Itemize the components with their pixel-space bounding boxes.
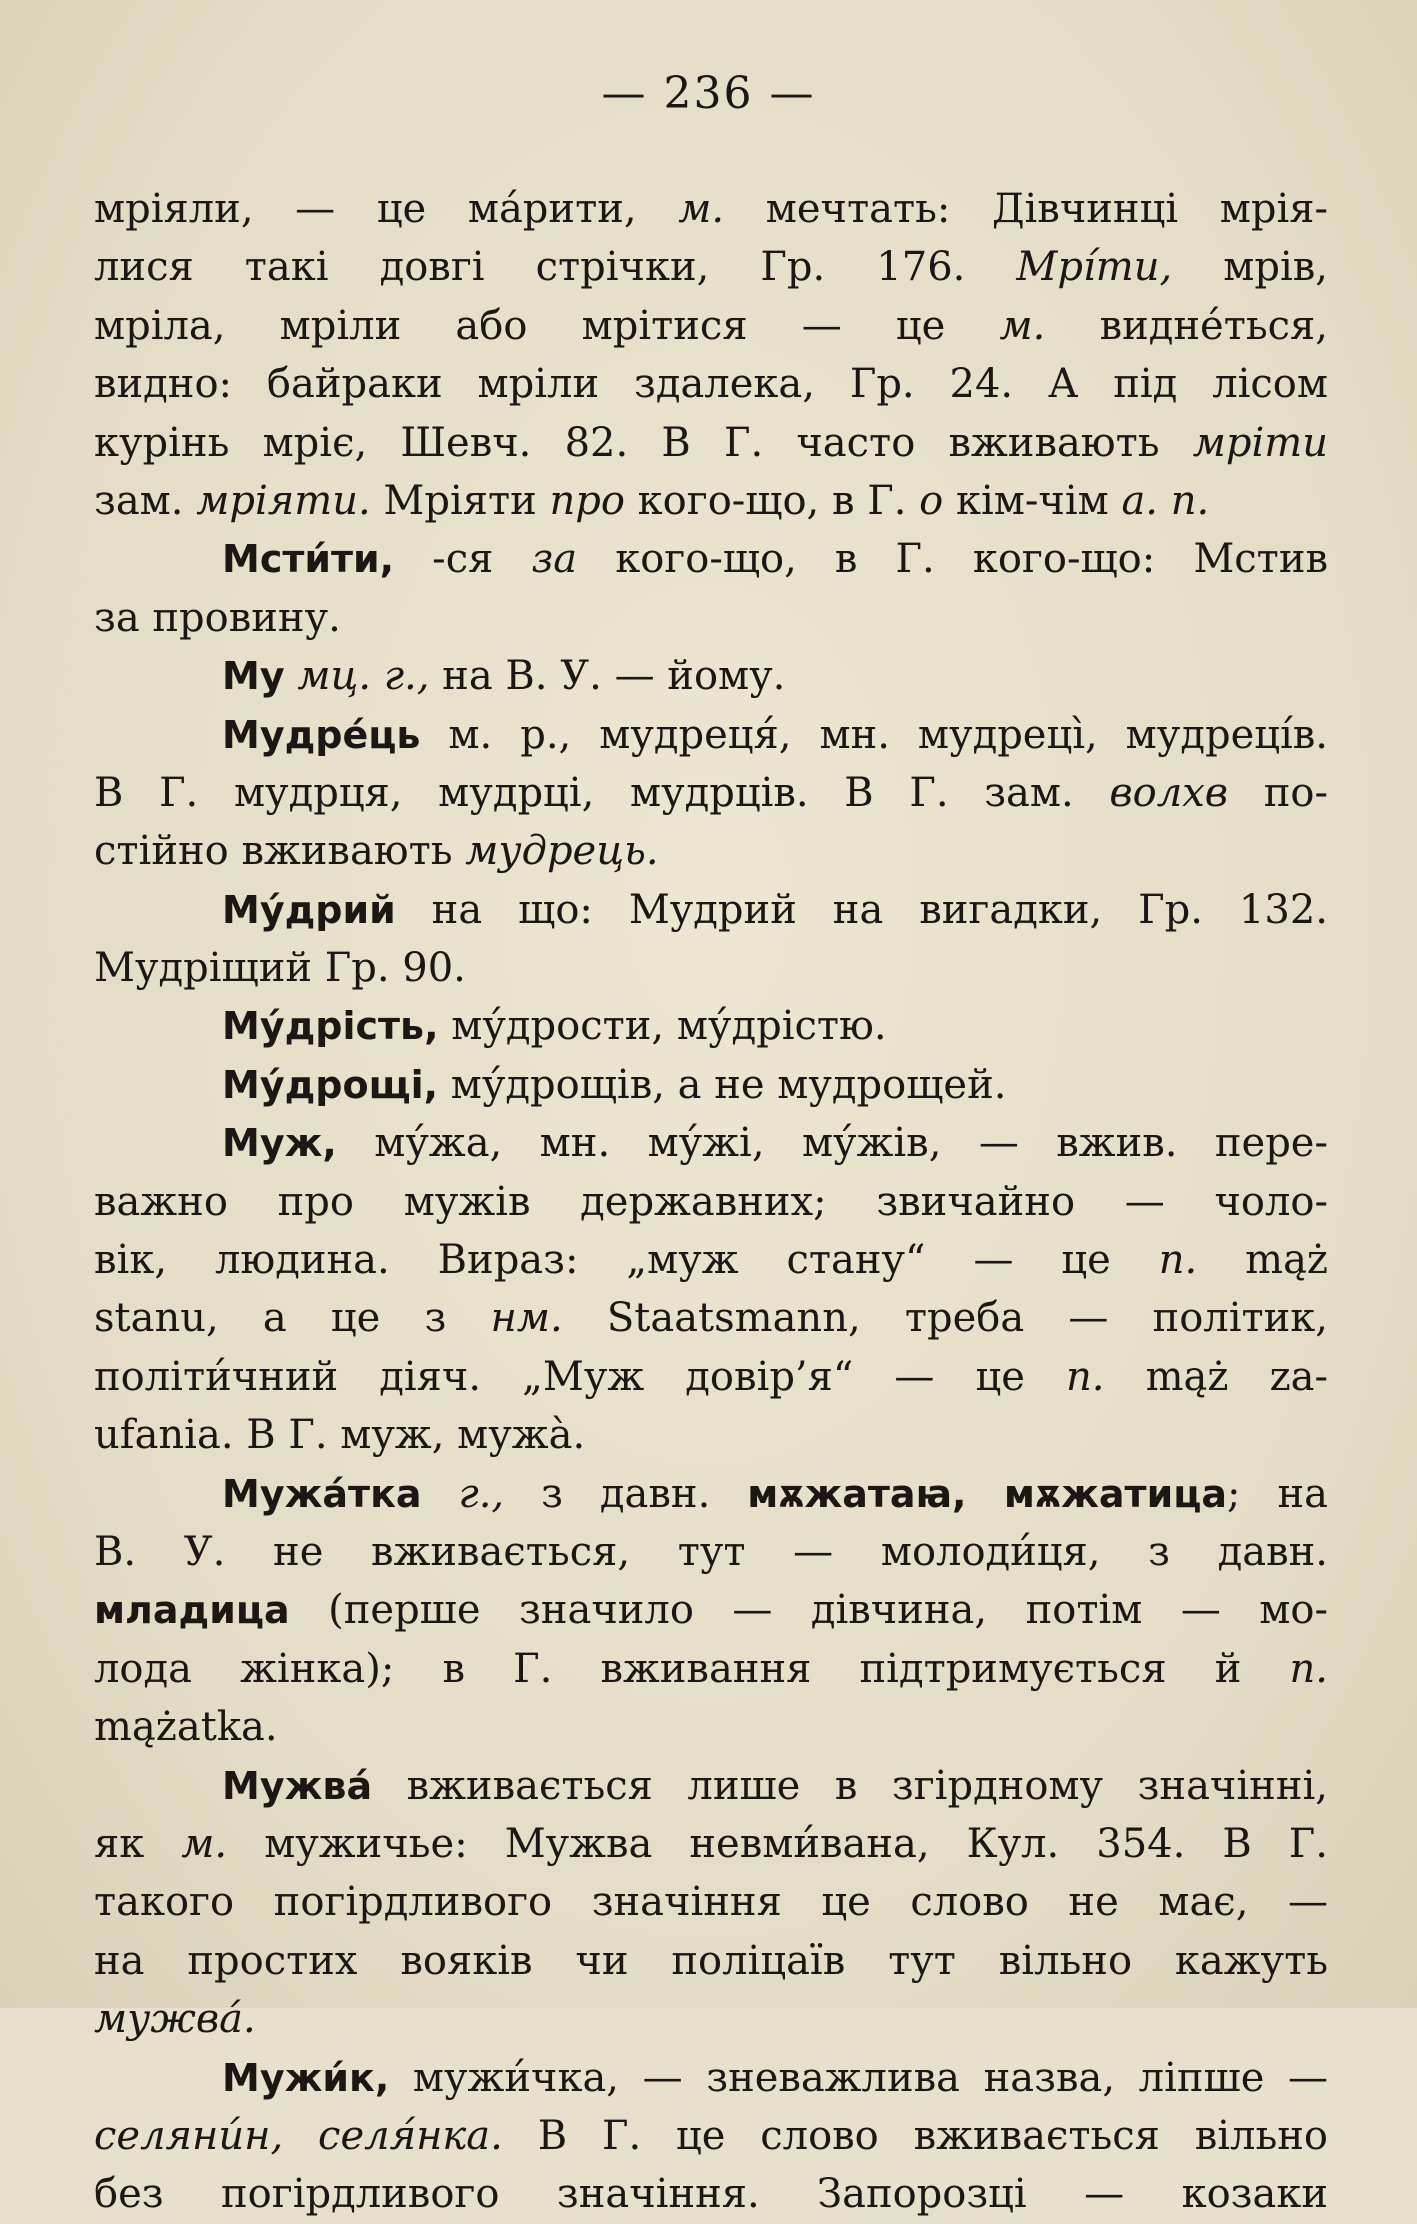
headword: Муж,: [222, 1121, 337, 1166]
text-run: лода жінка); в Г. вживання підтримується й: [94, 1645, 1290, 1692]
headword: Мужа́тка: [222, 1471, 422, 1516]
headword: Мужи́к,: [222, 2055, 390, 2100]
text-line: [94, 1173, 1328, 1231]
text-line: [94, 1056, 1328, 1114]
text-line: [94, 1581, 1328, 1639]
italic-text: мц. г.,: [297, 653, 430, 700]
italic-text: п.: [1066, 1353, 1105, 1400]
text-run: mążatka.: [94, 1704, 278, 1751]
text-line: [94, 472, 1328, 530]
text-line: [94, 1406, 1328, 1464]
italic-text: мудрець.: [465, 828, 659, 875]
text-run: за провину.: [94, 594, 341, 641]
text-run: вживається лише в згірдному значінні,: [372, 1762, 1328, 1809]
text-line: [94, 180, 1328, 238]
text-run: стійно вживають: [94, 828, 466, 875]
text-run: з давн.: [504, 1470, 748, 1517]
italic-text: волхв: [1109, 769, 1229, 816]
text-run: на що: Мудрий на вигадки, Гр. 132.: [395, 886, 1328, 933]
italic-text: за: [531, 536, 578, 583]
italic-text: селяни́н, селя́нка.: [94, 2112, 503, 2159]
text-run: В Г. мудрця, мудрці, мудрців. В Г. зам.: [94, 769, 1110, 816]
italic-text: Мрі́ти,: [1016, 244, 1173, 291]
text-run: мрів,: [1172, 244, 1328, 291]
text-run: stanu, а це з: [94, 1295, 491, 1342]
headword: Му́дрий: [222, 887, 396, 932]
text-line: [94, 297, 1328, 355]
text-line: [94, 2107, 1328, 2165]
text-line: [94, 1289, 1328, 1347]
italic-text: мріяти.: [196, 477, 371, 524]
text-line: [94, 764, 1328, 822]
italic-text: про: [549, 477, 625, 524]
text-run: му́жа, мн. му́жі, му́жів, — вжив. пере-: [336, 1120, 1328, 1167]
text-line: [94, 1698, 1328, 1756]
text-run: видно: байраки мріли здалека, Гр. 24. А під лісом: [94, 361, 1328, 408]
text-line: [94, 589, 1328, 647]
text-line: [94, 1465, 1328, 1523]
headword: Мудре́ць: [222, 712, 421, 757]
text-line: [94, 1640, 1328, 1698]
text-line: [94, 1932, 1328, 1990]
page-number: — 236 —: [601, 68, 816, 119]
italic-text: а. п.: [1121, 477, 1210, 524]
text-line: [94, 1231, 1328, 1289]
text-run: В Г. це слово вживається вільно: [502, 2112, 1328, 2159]
text-run: му́дрости, му́дрістю.: [438, 1003, 887, 1050]
text-line: [94, 1990, 1328, 2048]
headword: Мсти́ти,: [222, 537, 395, 582]
text-run: мріла, мріли або мрітися — це: [94, 302, 1000, 349]
headword: Му́дрість,: [222, 1004, 439, 1049]
text-run: як: [94, 1820, 182, 1867]
text-run: -ся: [394, 536, 532, 583]
text-line: [94, 1114, 1328, 1172]
text-run: Мріяти: [370, 477, 550, 524]
italic-text: мужва́.: [94, 1996, 256, 2043]
text-line: [94, 881, 1328, 939]
text-run: [285, 653, 298, 699]
text-run: мріяли, — це ма́рити,: [94, 186, 679, 232]
italic-text: нм.: [490, 1295, 563, 1342]
text-run: курінь мріє, Шевч. 82. В Г. часто вживають: [94, 419, 1193, 466]
text-line: [94, 706, 1328, 764]
italic-text: о: [919, 477, 944, 524]
text-line: [94, 1757, 1328, 1815]
text-run: на простих вояків чи поліцаїв тут вільно кажуть: [94, 1937, 1328, 1984]
text-run: зам.: [94, 477, 197, 524]
text-run: мечтать: Дівчинці мрія-: [724, 186, 1329, 232]
text-run: Мудріщий Гр. 90.: [94, 945, 466, 992]
text-run: ; на: [1227, 1470, 1328, 1517]
text-run: (перше значило — дівчина, потім — мо-: [289, 1587, 1328, 1634]
text-run: кім-чім: [943, 477, 1122, 524]
text-line: [94, 355, 1328, 413]
text-line: [94, 1348, 1328, 1406]
text-run: ufania. В Г. муж, мужа̀.: [94, 1412, 586, 1459]
text-run: політи́чний діяч. „Муж довір’я“ — це: [94, 1353, 1067, 1400]
dictionary-text: [94, 180, 1328, 2224]
text-run: мужи́чка, — зневажлива назва, ліпше —: [389, 2054, 1328, 2101]
text-run: кого-що, в Г. кого-що: Мстив: [577, 536, 1328, 583]
text-run: м. р., мудреця́, мн. мудреці̀, мудреці́в.: [420, 711, 1328, 758]
italic-text: г.,: [458, 1470, 505, 1517]
text-run: mąż: [1197, 1237, 1328, 1284]
headword: младица: [94, 1588, 290, 1633]
text-line: [94, 939, 1328, 997]
text-run: мужичье: Мужва невми́вана, Кул. 354. В Г.: [227, 1820, 1328, 1867]
headword: Мужва́: [222, 1763, 373, 1808]
text-run: лися такі довгі стрічки, Гр. 176.: [94, 244, 1017, 291]
text-line: [94, 530, 1328, 588]
text-run: по-: [1228, 769, 1328, 816]
text-run: видне́ться,: [1045, 302, 1328, 349]
text-run: вік, людина. Вираз: „муж стану“ — це: [94, 1237, 1159, 1284]
text-run: [422, 1471, 459, 1517]
text-run: такого погірдливого значіння це слово не має, —: [94, 1879, 1328, 1926]
text-line: [94, 2049, 1328, 2107]
text-line: [94, 997, 1328, 1055]
text-line: [94, 822, 1328, 880]
italic-text: м.: [999, 302, 1046, 349]
italic-text: мріти: [1192, 419, 1328, 466]
text-line: [94, 414, 1328, 472]
text-run: важно про мужів державних; звичайно — чоло-: [94, 1178, 1328, 1225]
text-run: кого-що, в Г.: [624, 477, 920, 524]
text-run: без погірдливого значіння. Запорозці — козаки: [94, 2171, 1328, 2218]
text-line: [94, 1815, 1328, 1873]
italic-text: м.: [181, 1820, 228, 1867]
italic-text: м.: [678, 186, 725, 232]
italic-text: п.: [1158, 1237, 1198, 1284]
text-run: на В. У. — йому.: [429, 653, 786, 700]
text-run: mąż za-: [1104, 1353, 1329, 1400]
text-run: Staatsmann, треба — політик,: [562, 1295, 1328, 1342]
headword: Му́дрощі,: [222, 1062, 439, 1107]
headword: Му: [222, 654, 285, 699]
headword: мѫжатаꙗ, мѫжатица: [747, 1471, 1228, 1516]
text-line: [94, 2165, 1328, 2223]
text-line: [94, 238, 1328, 296]
text-run: му́дрощів, а не мудрощей.: [438, 1061, 1007, 1108]
italic-text: п.: [1289, 1645, 1328, 1692]
text-run: В. У. не вживається, тут — молоди́ця, з давн.: [94, 1528, 1328, 1575]
text-line: [94, 1523, 1328, 1581]
text-line: [94, 647, 1328, 705]
text-line: [94, 1873, 1328, 1931]
